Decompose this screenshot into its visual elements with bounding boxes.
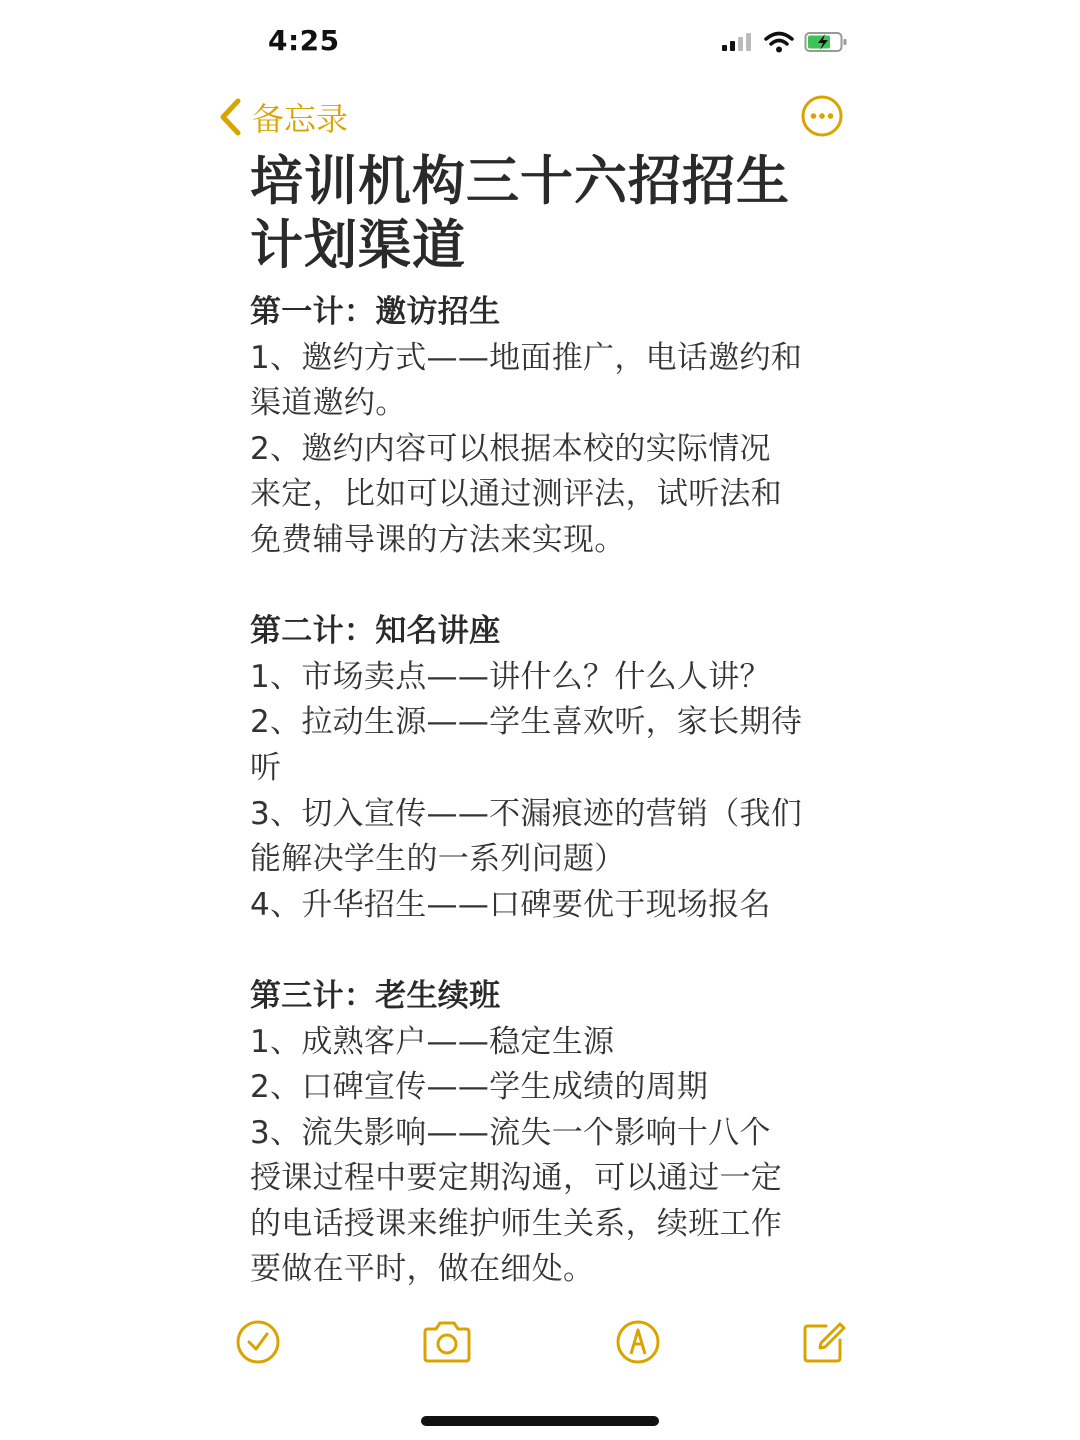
camera-icon [421, 1318, 473, 1366]
note-text-line: 免费辅导课的方法来实现。 [250, 521, 626, 558]
note-text-line: 2、邀约内容可以根据本校的实际情况 [250, 430, 771, 467]
more-button[interactable] [800, 94, 844, 138]
note-text-line: 来定，比如可以通过测评法，试听法和 [250, 476, 783, 513]
note-text-line: 2、口碑宣传——学生成绩的周期 [250, 1069, 709, 1106]
camera-button[interactable] [421, 1318, 473, 1366]
more-icon [800, 94, 844, 138]
status-bar [0, 0, 1080, 80]
note-text-line: 授课过程中要定期沟通，可以通过一定 [250, 1160, 783, 1197]
status-icons [720, 28, 848, 56]
note-content[interactable] [250, 150, 850, 1293]
nav-bar [0, 88, 1080, 148]
back-button[interactable] [216, 94, 348, 140]
note-text-line: 2、拉动生源——学生喜欢听，家长期待 [250, 704, 803, 741]
note-title[interactable] [250, 150, 850, 278]
note-section-heading: 第三计：老生续班 [250, 977, 501, 1014]
note-blank-line [250, 928, 850, 974]
note-text-line: 能解决学生的一系列问题） [250, 841, 626, 878]
note-text-line: 3、切入宣传——不漏痕迹的营销（我们 [250, 795, 803, 832]
note-text-line: 渠道邀约。 [250, 385, 407, 422]
cellular-signal-icon [720, 32, 754, 52]
note-text-line: 1、成熟客户——稳定生源 [250, 1023, 615, 1060]
note-text-line: 听 [250, 749, 282, 786]
wifi-icon [764, 31, 794, 53]
compose-button[interactable] [800, 1318, 848, 1366]
note-section-heading: 第二计：知名讲座 [250, 613, 501, 650]
note-text-line: 要做在平时，做在细处。 [250, 1251, 595, 1288]
home-indicator[interactable] [421, 1416, 659, 1426]
note-text-line: 4、升华招生——口碑要优于现场报名 [250, 886, 771, 923]
note-text-line: 的电话授课来维护师生关系，续班工作 [250, 1205, 783, 1242]
note-title-line: 培训机构三十六招招生 [250, 151, 790, 212]
note-title-line: 计划渠道 [250, 215, 466, 276]
compose-icon [800, 1318, 848, 1366]
note-text-line: 3、流失影响——流失一个影响十八个 [250, 1114, 771, 1151]
note-section-heading: 第一计：邀访招生 [250, 294, 501, 330]
note-text-line: 1、市场卖点——讲什么？什么人讲？ [250, 658, 771, 695]
markup-button[interactable] [614, 1318, 662, 1366]
checklist-button[interactable] [234, 1318, 282, 1366]
back-label: 备忘录 [252, 100, 349, 138]
status-time: 4:25 [268, 24, 340, 57]
note-blank-line [250, 564, 850, 610]
chevron-left-icon [216, 97, 244, 137]
note-body[interactable] [250, 290, 850, 1293]
bottom-toolbar [0, 1318, 1080, 1378]
checklist-icon [234, 1318, 282, 1366]
markup-icon [614, 1318, 662, 1366]
note-text-line: 1、邀约方式——地面推广，电话邀约和 [250, 339, 803, 376]
battery-charging-icon [804, 31, 848, 53]
